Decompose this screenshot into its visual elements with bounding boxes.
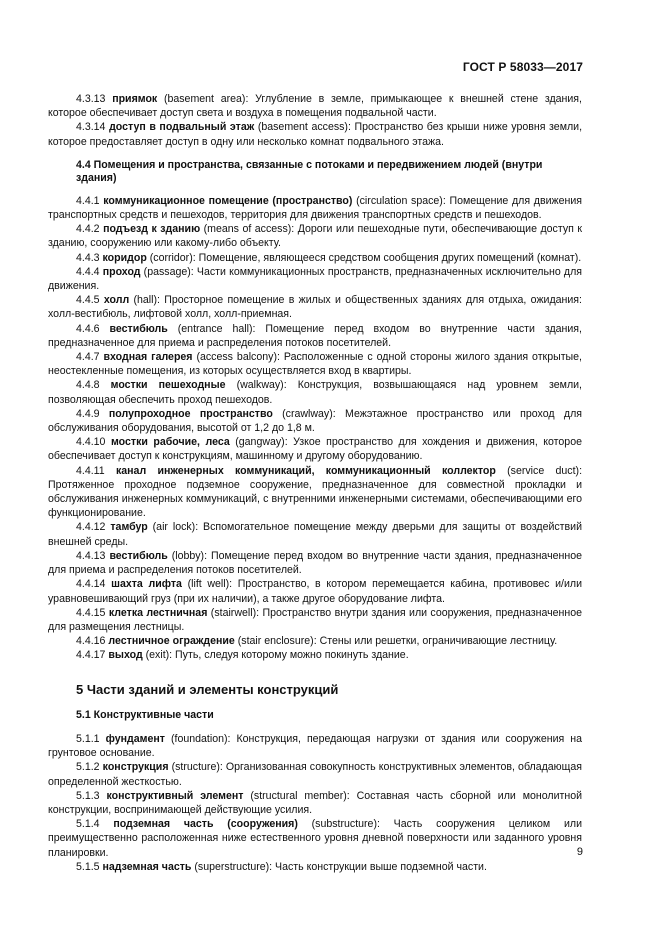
entry-english: (basement area) (163, 93, 246, 105)
entry-number: 4.4.12 (76, 521, 106, 534)
entry-number: 4.4.16 (76, 635, 106, 648)
entry-term: конструктивный элемент (106, 789, 244, 802)
entry-english: (entrance hall) (177, 322, 253, 335)
definition-entry (48, 322, 582, 350)
entry-number: 4.3.13 (76, 93, 106, 105)
entry-definition: : Расположенные с одной стороны жилого здания открытые, неостекленные помещения, из которых осуществляется вход в квартиры. (48, 351, 583, 378)
entry-definition: : Вспомогательное помещение между дверьми для защиты от воздействий внешней среды. (48, 521, 582, 548)
entry-term: подъезд к зданию (103, 223, 201, 236)
entry-definition: : Конструкция, передающая нагрузки от здания или сооружения на грунтовое основание. (48, 732, 583, 760)
definition-entry (48, 435, 582, 463)
entry-number: 4.4.3 (76, 251, 100, 264)
definition-entry (48, 293, 582, 321)
entry-term: подземная часть (сооружения) (113, 818, 298, 831)
entry-english: (crawlway) (282, 407, 333, 420)
definition-entry (48, 606, 582, 634)
entry-definition: : Путь, следуя которому можно покинуть здание. (169, 649, 409, 662)
entry-english: (circulation space) (356, 194, 443, 207)
entry-english: (hall) (133, 294, 158, 307)
entry-definition: : Протяженное проходное подземное сооружение, предназначенное для совместной прокладки и обслуживания инженерных коммуникаций, с внутренними инженерными системами, обеспечивающими его функционирование. (48, 464, 583, 520)
page-number: 9 (576, 846, 583, 858)
entry-term: вестибюль (109, 322, 168, 335)
entry-english: (lift well) (187, 578, 230, 591)
entry-english: (lobby) (171, 549, 205, 562)
entries-4-3 (48, 92, 582, 149)
definition-entry (48, 577, 582, 605)
entry-term: фундамент (105, 732, 165, 745)
entry-english: (structure) (171, 761, 220, 774)
entry-number: 4.4.11 (76, 464, 105, 477)
entry-term: коридор (102, 251, 147, 264)
entry-number: 4.4.2 (76, 223, 100, 236)
entry-number: 4.4.4 (76, 265, 100, 278)
entry-term: конструкция (102, 761, 169, 774)
entry-term: вестибюль (109, 549, 168, 562)
entry-term: входная галерея (103, 351, 193, 364)
entries-5-1 (48, 732, 582, 874)
definition-entry (48, 648, 582, 662)
entry-term: доступ в подвальный этаж (109, 121, 255, 134)
entry-definition: : Дороги или пешеходные пути, обеспечивающие доступ к зданию, сооружению или какому-либо объекту. (48, 223, 582, 250)
definition-entry (48, 407, 582, 435)
definition-entry (48, 251, 582, 265)
definition-entry (48, 350, 582, 378)
entry-term: клетка лестничная (108, 606, 208, 619)
entry-definition: : Помещение перед входом во внутренние части здания, предназначенное для приема и распределения потоков посетителей. (48, 322, 582, 349)
entry-definition: : Конструкция, возвышающаяся над уровнем земли, позволяющая обеспечить проход пешеходов. (48, 379, 582, 406)
entry-definition: : Помещение для движения транспортных средств и пешеходов, территория для движения транспортных средств и пешеходов. (48, 194, 582, 222)
entry-term: холл (103, 294, 130, 307)
entry-number: 5.1.5 (76, 860, 100, 873)
entry-definition: : Организованная совокупность конструктивных элементов, обладающая определенной жесткостью. (48, 761, 582, 788)
entry-definition: : Пространство, в котором перемещается кабина, противовес и/или уравновешивающий груз (при их наличии), а также другое оборудование лифта. (48, 578, 582, 605)
entry-english: (basement access) (257, 121, 348, 134)
entry-definition: : Часть сооружения целиком или преимущественно расположенная ниже естественного уровня дневной поверхности или заданного уровня планировки. (48, 818, 582, 859)
definition-entry (48, 860, 582, 874)
definition-entry (48, 817, 582, 860)
entry-number: 4.4.10 (76, 436, 106, 449)
entry-number: 4.4.17 (76, 649, 106, 662)
definition-entry (48, 92, 582, 120)
section-heading-4-4: 4.4 Помещения и пространства, связанные с потоками и передвижением людей (внутри здания) (76, 158, 543, 185)
entry-number: 4.4.15 (76, 606, 106, 619)
definition-entry (48, 549, 582, 577)
entry-term: мостки пешеходные (110, 379, 226, 392)
entry-number: 4.4.5 (76, 294, 100, 307)
entry-english: (structural member) (250, 789, 347, 802)
entry-number: 4.4.7 (76, 351, 100, 364)
chapter-heading-5: 5 Части зданий и элементы конструкций (76, 681, 339, 697)
entry-definition: : Части коммуникационных пространств, предназначенных исключительно для движения. (48, 265, 582, 293)
definition-entry (48, 634, 582, 648)
entry-term: мостки рабочие, леса (110, 436, 230, 449)
section-heading-5-1: 5.1 Конструктивные части (76, 708, 214, 721)
entry-english: (service duct) (507, 464, 580, 477)
entry-english: (air lock) (152, 521, 196, 534)
definition-entry (48, 732, 582, 760)
entry-term: приямок (112, 93, 158, 105)
entry-number: 4.3.14 (76, 121, 106, 134)
entry-term: надземная часть (102, 860, 192, 873)
definition-entry (48, 222, 582, 250)
entry-definition: : Межэтажное пространство или проход для обслуживания оборудования, высотой от 1,2 до 1,8 м. (48, 407, 582, 435)
entry-number: 5.1.1 (76, 732, 100, 745)
entry-number: 4.4.8 (76, 379, 100, 392)
entry-number: 4.4.1 (76, 194, 100, 207)
entry-english: (superstructure) (194, 860, 270, 873)
entry-definition: : Пространство без крыши ниже уровня земли, которое предоставляет доступ в одну или несколько комнат подвального этажа. (48, 121, 583, 148)
entry-english: (substructure) (311, 818, 377, 831)
entry-definition: : Стены или решетки, ограничивающие лестницу. (313, 635, 558, 648)
entry-number: 4.4.6 (76, 322, 100, 335)
entry-english: (foundation) (170, 732, 228, 745)
entry-english: (means of access) (203, 223, 292, 236)
entry-definition: : Помещение перед входом во внутренние части здания, предназначенное для приема и распределения потоков посетителей. (48, 549, 582, 577)
document-body (48, 92, 582, 874)
entry-number: 4.4.13 (76, 549, 106, 562)
definition-entry (48, 789, 582, 817)
entry-english: (stair enclosure) (237, 635, 314, 648)
entry-definition: : Часть конструкции выше подземной части. (269, 860, 487, 873)
entry-term: канал инженерных коммуникаций, коммуникационный коллектор (115, 464, 496, 477)
definition-entry (48, 464, 582, 521)
entry-definition: : Узкое пространство для хождения и движения, которое обеспечивает доступ к конструкциям, машинному и другому оборудованию. (48, 436, 582, 463)
entry-definition: : Пространство внутри здания или сооружения, предназначенное для размещения лестницы. (48, 606, 582, 633)
entry-term: тамбур (110, 521, 148, 534)
entry-term: выход (108, 649, 143, 662)
entry-term: полупроходное пространство (108, 407, 273, 420)
entry-english: (passage) (143, 265, 191, 278)
entry-english: (gangway) (235, 436, 285, 449)
entry-term: шахта лифта (111, 578, 182, 591)
definition-entry (48, 194, 582, 222)
entry-number: 5.1.4 (76, 818, 100, 831)
document-header: ГОСТ Р 58033—2017 (462, 60, 583, 74)
entry-definition: : Составная часть сборной или монолитной конструкции, воспринимающей действующие усилия. (48, 789, 583, 816)
entry-number: 5.1.3 (76, 789, 100, 802)
entry-english: (corridor) (149, 251, 193, 264)
entry-english: (walkway) (236, 379, 284, 392)
entry-definition: : Помещение, являющееся средством сообщения других помещений (комнат). (192, 251, 582, 264)
entry-number: 5.1.2 (76, 761, 100, 774)
definition-entry (48, 520, 582, 548)
entry-term: лестничное ограждение (108, 635, 235, 648)
entry-english: (access balcony) (196, 351, 277, 364)
entry-english: (exit) (145, 649, 170, 662)
entry-definition: : Углубление в земле, примыкающее к внешней стене здания, которое обеспечивает доступ света и воздуха в помещения подвальной части. (48, 93, 582, 120)
entry-definition: : Просторное помещение в жилых и общественных зданиях для отдыха, ожидания: холл-вестибюль, лифтовой холл, холл-приемная. (48, 294, 582, 321)
entries-4-4 (48, 194, 582, 663)
entry-english: (stairwell) (210, 606, 257, 619)
definition-entry (48, 265, 582, 293)
definition-entry (48, 120, 582, 148)
definition-entry (48, 378, 582, 406)
entry-number: 4.4.14 (76, 578, 106, 591)
entry-number: 4.4.9 (76, 407, 100, 420)
entry-term: коммуникационное помещение (пространство) (103, 194, 353, 207)
entry-term: проход (102, 265, 141, 278)
definition-entry (48, 760, 582, 788)
